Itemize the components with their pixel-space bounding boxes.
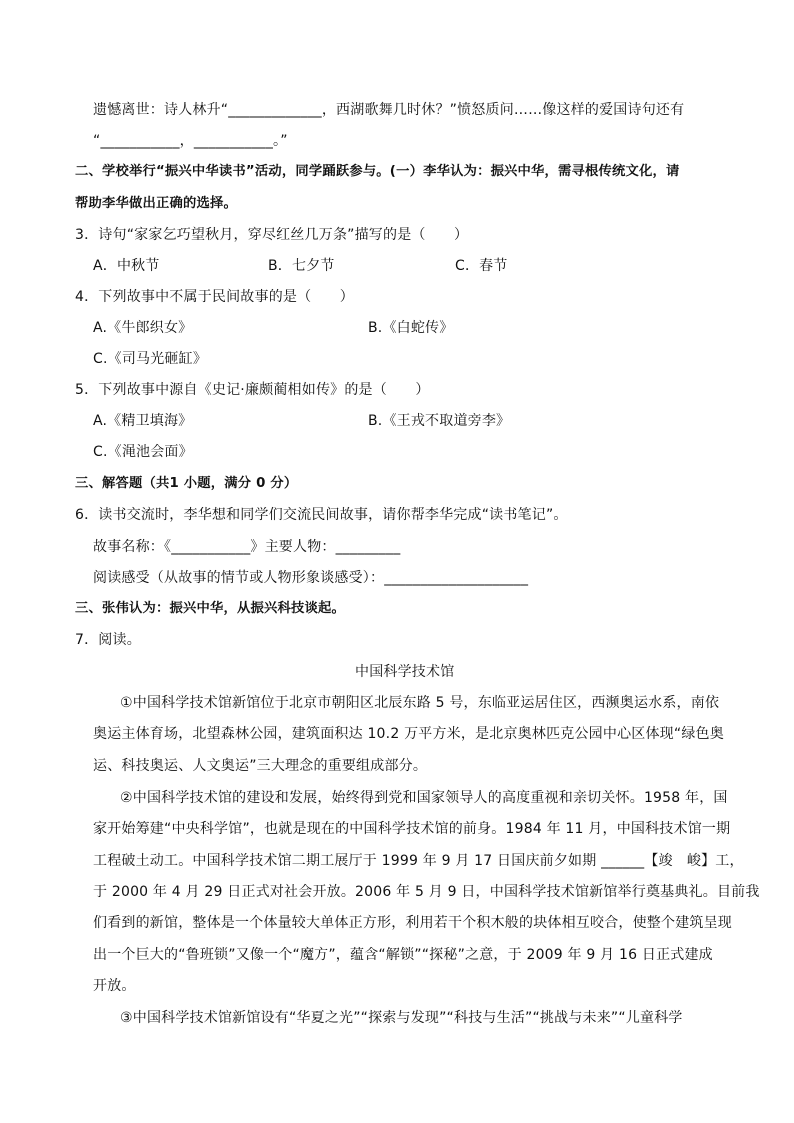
q5-stem: 5．下列故事中源自《史记·廉颇蔺相如传》的是（ ） xyxy=(75,382,430,398)
q5-option-b: B.《王戎不取道旁李》 xyxy=(368,413,511,429)
section-3-heading: 三、解答题（共1 小题，满分 0 分） xyxy=(75,476,298,491)
q6-answer-line-2: 阅读感受（从故事的情节或人物形象谈感受）：____________________ xyxy=(93,570,529,586)
q5-option-c: C.《渑池会面》 xyxy=(93,444,193,460)
q3-stem: 3．诗句“家家乞巧望秋月，穿尽红丝几万条”描写的是（ ） xyxy=(75,227,469,243)
q4-option-c: C.《司马光砸缸》 xyxy=(93,351,208,367)
passage-p2-line-7: 开放。 xyxy=(93,978,136,994)
section-2-heading-line-1: 二、学校举行“振兴中华读书”活动，同学踊跃参与。(一）李华认为：振兴中华，需寻根传统文化，请 xyxy=(75,164,680,179)
q3-option-a: A．中秋节 xyxy=(93,258,160,274)
passage-p1-line-2: 奥运主体育场，北望森林公园，建筑面积达 10.2 万平方米，是北京奥林匹克公园中心区体现“绿色奥 xyxy=(93,726,724,742)
passage-p1-line-3: 运、科技奥运、人文奥运”三大理念的重要组成部分。 xyxy=(93,758,428,774)
passage-p2-line-5: 们看到的新馆，整体是一个体量较大单体正方形，利用若干个积木般的块体相互咬合，使整个建筑呈现 xyxy=(93,915,732,931)
passage-p2-line-2: 家开始筹建“中央科学馆”，也就是现在的中国科学技术馆的前身。1984 年 11 月，中国科技术馆一期 xyxy=(93,821,731,837)
passage-p2-line-1: ②中国科学技术馆的建设和发展，始终得到党和国家领导人的高度重视和亲切关怀。1958 年，国 xyxy=(120,790,728,806)
q4-option-b: B.《白蛇传》 xyxy=(368,320,454,336)
q7-stem: 7．阅读。 xyxy=(75,632,141,648)
passage-p2-line-6: 出一个巨大的“鲁班锁”又像一个“魔方”，蕴含“解锁”“探秘”之意，于 2009 年 9 月 16 日正式建成 xyxy=(93,947,713,963)
q5-option-a: A.《精卫填海》 xyxy=(93,413,193,429)
passage-p2-line-3: 工程破土动工。中国科学技术馆二期工展厅于 1999 年 9 月 17 日国庆前夕如期 ______【竣 峻】工， xyxy=(93,853,744,869)
passage-p1-line-1: ①中国科学技术馆新馆位于北京市朝阳区北辰东路 5 号，东临亚运居住区，西濒奥运水系，南依 xyxy=(120,695,720,711)
q3-option-b: B．七夕节 xyxy=(268,258,335,274)
section-3b-heading: 三、张伟认为：振兴中华，从振兴科技谈起。 xyxy=(75,601,345,616)
intro-line-1: 遗憾离世：诗人林升“_____________，西湖歌舞几时休？”愤怒质问……像这样的爱国诗句还有 xyxy=(93,102,685,118)
q3-option-c: C．春节 xyxy=(455,258,508,274)
section-2-heading-line-2: 帮助李华做出正确的选择。 xyxy=(75,196,237,211)
passage-p2-line-4: 于 2000 年 4 月 29 日正式对社会开放。2006 年 5 月 9 日，中国科学技术馆新馆举行奠基典礼。目前我 xyxy=(93,884,760,900)
q4-stem: 4．下列故事中不属于民间故事的是（ ） xyxy=(75,289,354,305)
intro-line-2: “___________，___________。” xyxy=(93,133,288,149)
passage-p3-line-1: ③中国科学技术馆新馆设有“华夏之光”“探索与发现”“科技与生活”“挑战与未来”“儿童科学 xyxy=(120,1010,683,1026)
passage-title: 中国科学技术馆 xyxy=(355,664,455,680)
q6-answer-line-1: 故事名称：《___________》主要人物：_________ xyxy=(93,539,401,555)
q4-option-a: A.《牛郎织女》 xyxy=(93,320,193,336)
q6-stem: 6．读书交流时，李华想和同学们交流民间故事，请你帮李华完成“读书笔记”。 xyxy=(75,507,568,523)
